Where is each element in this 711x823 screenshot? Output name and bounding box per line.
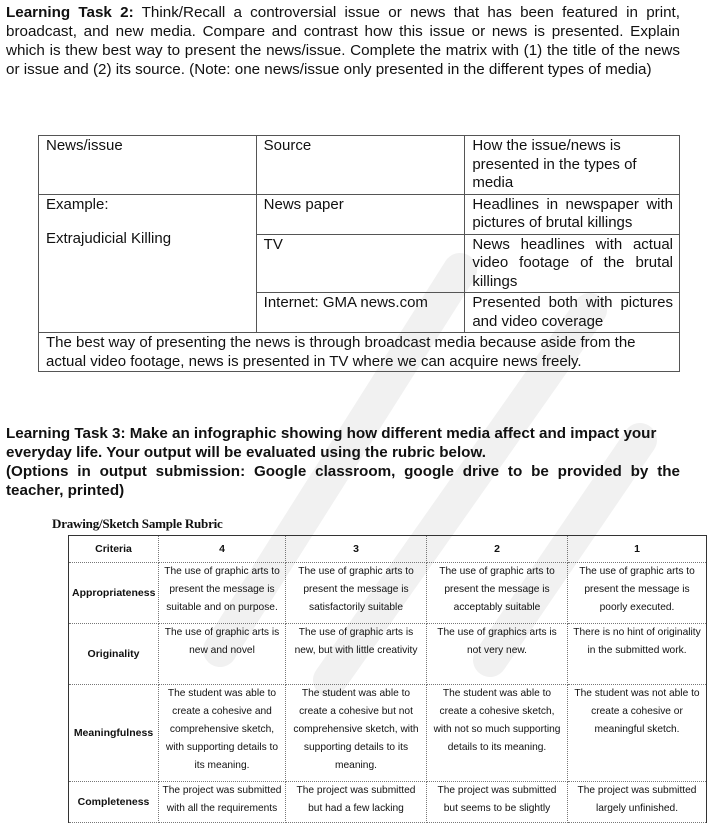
header-source: Source <box>256 136 465 195</box>
rubric-cell: The project was submitted largely unfinished. <box>568 782 707 823</box>
rubric-row <box>69 782 707 823</box>
news-header-row <box>39 136 680 195</box>
task2-instructions <box>6 3 680 79</box>
rubric-cell: The use of graphic arts is new and novel <box>159 624 286 685</box>
rubric-header-score: 4 <box>159 536 286 563</box>
rubric-criteria: Appropriateness <box>69 563 159 624</box>
rubric-criteria: Completeness <box>69 782 159 823</box>
source-cell: News paper <box>256 194 465 234</box>
rubric-header-criteria: Criteria <box>69 536 159 563</box>
task3-line1: Learning Task 3: Make an infographic showing how different media affect and impact your everyday life. Your output will be evaluated using the rubric below. <box>6 425 657 461</box>
task2-body: Think/Recall a controversial issue or news that has been featured in print, broadcast, and new media. Compare and contrast how this issue or news is presented. Explain which is thew best way to present the news/issue. Complete the matrix with (1) the title of the news or issue and (2) its source. (Note: one news/issue only presented in the different types of media) <box>6 4 680 78</box>
rubric-cell: The use of graphic arts to present the message is suitable and on purpose. <box>159 563 286 624</box>
rubric-cell: The use of graphic arts to present the message is poorly executed. <box>568 563 707 624</box>
news-conclusion-row <box>39 333 680 372</box>
rubric-cell: The project was submitted but seems to be slightly <box>427 782 568 823</box>
rubric-cell: The use of graphic arts to present the message is acceptably suitable <box>427 563 568 624</box>
rubric-cell: The student was not able to create a cohesive or meaningful sketch. <box>568 685 707 782</box>
rubric-cell: The project was submitted with all the requirements <box>159 782 286 823</box>
rubric-row <box>69 685 707 782</box>
task3-instructions <box>6 424 680 500</box>
rubric-header-score: 1 <box>568 536 707 563</box>
task3-line2: (Options in output submission: Google classroom, google drive to be provided by the teacher, printed) <box>6 463 680 499</box>
example-issue-title: Extrajudicial Killing <box>46 230 172 247</box>
rubric-criteria: Meaningfulness <box>69 685 159 782</box>
rubric-header-score: 2 <box>427 536 568 563</box>
rubric-title: Drawing/Sketch Sample Rubric <box>52 516 223 531</box>
task2-heading: Learning Task 2: <box>6 4 134 21</box>
header-news-issue: News/issue <box>39 136 257 195</box>
rubric-cell: The project was submitted but had a few lacking <box>286 782 427 823</box>
rubric-header-score: 3 <box>286 536 427 563</box>
rubric-table <box>68 535 707 823</box>
rubric-cell: There is no hint of originality in the submitted work. <box>568 624 707 685</box>
rubric-criteria: Originality <box>69 624 159 685</box>
source-cell: TV <box>256 234 465 293</box>
news-row <box>39 194 680 234</box>
rubric-cell: The student was able to create a cohesive but not comprehensive sketch, with supporting details to its meaning. <box>286 685 427 782</box>
rubric-header-row <box>69 536 707 563</box>
rubric-cell: The student was able to create a cohesive and comprehensive sketch, with supporting details to its meaning. <box>159 685 286 782</box>
rubric-cell: The use of graphic arts to present the message is satisfactorily suitable <box>286 563 427 624</box>
presentation-cell: Headlines in newspaper with pictures of brutal killings <box>465 194 680 234</box>
rubric-cell: The student was able to create a cohesive sketch, with not so much supporting details to its meaning. <box>427 685 568 782</box>
conclusion-cell: The best way of presenting the news is through broadcast media because aside from the actual video footage, news is presented in TV where we can acquire news freely. <box>39 333 680 372</box>
example-issue-cell <box>39 194 257 333</box>
rubric-row <box>69 624 707 685</box>
news-matrix-table <box>38 135 680 372</box>
header-presentation: How the issue/news is presented in the types of media <box>465 136 680 195</box>
rubric-row <box>69 563 707 624</box>
example-label: Example: <box>46 195 109 213</box>
rubric-cell: The use of graphic arts is new, but with little creativity <box>286 624 427 685</box>
presentation-cell: Presented both with pictures and video coverage <box>465 293 680 333</box>
rubric-cell: The use of graphics arts is not very new. <box>427 624 568 685</box>
source-cell: Internet: GMA news.com <box>256 293 465 333</box>
presentation-cell: News headlines with actual video footage of the brutal killings <box>465 234 680 293</box>
